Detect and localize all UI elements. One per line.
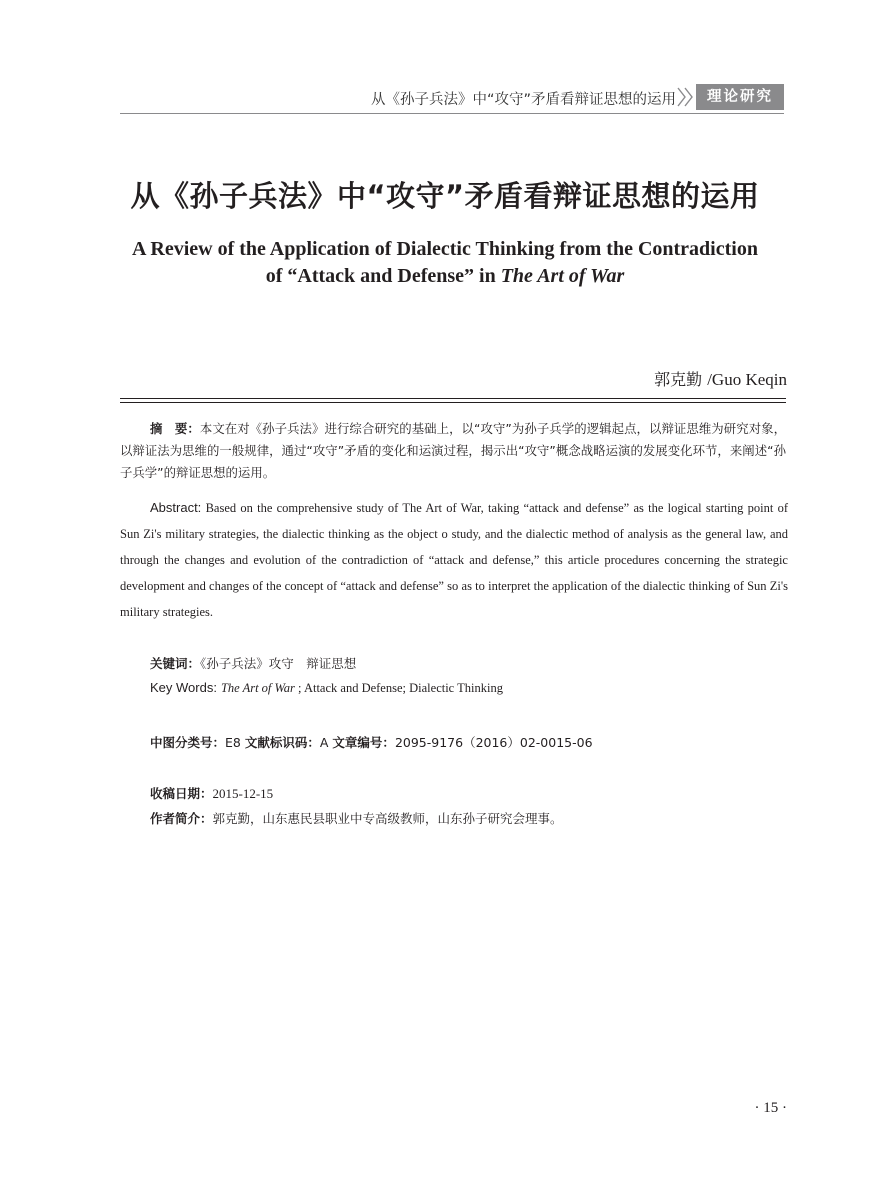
header-rule bbox=[120, 113, 784, 114]
author-bio bbox=[150, 809, 563, 827]
keywords-en-label: Key Words: bbox=[150, 680, 217, 695]
title-en-book: The Art of War bbox=[500, 265, 625, 287]
article-no-value: 2095-9176（2016）02-0015-06 bbox=[394, 735, 593, 750]
rule-bottom bbox=[120, 402, 786, 403]
author bbox=[654, 367, 787, 390]
received-label: 收稿日期： bbox=[150, 786, 213, 801]
keywords-en-rest: ; Attack and Defense; Dialectic Thinking bbox=[294, 681, 503, 695]
abstract-en bbox=[120, 495, 788, 625]
title-en bbox=[100, 236, 790, 290]
author-name-cn: 郭克勤 bbox=[654, 370, 703, 389]
author-name-en: /Guo Keqin bbox=[707, 370, 787, 389]
author-bio-label: 作者简介： bbox=[150, 811, 213, 826]
title-en-line2 bbox=[100, 263, 790, 290]
classification bbox=[150, 733, 593, 751]
doc-code-label: 文献标识码： bbox=[244, 735, 320, 750]
double-chevron-icon bbox=[676, 86, 696, 108]
keywords-en-book: The Art of War bbox=[220, 681, 295, 695]
received-date bbox=[150, 784, 273, 802]
section-label: 理论研究 bbox=[696, 84, 784, 110]
keywords-en bbox=[150, 680, 503, 696]
running-head bbox=[120, 84, 784, 114]
clc-value: E8 bbox=[225, 735, 241, 750]
abstract-en-text: Based on the comprehensive study of The Art of War, taking “attack and defense” as the logical starting point of Sun Zi's military strategies, the dialectic thinking as the object o study, and the dialectic method of analysis as the general law, and through the changes and evolution of the contradiction of “attack and defense,” this article procedures concerning the strategic development and changes of the concept of “attack and defense” so as to interpret the application of the dialectic thinking of Sun Zi's military strategies. bbox=[120, 501, 789, 619]
abstract-en-label: Abstract: bbox=[150, 500, 202, 515]
clc-label: 中图分类号： bbox=[150, 735, 226, 750]
abstract-cn bbox=[120, 418, 786, 484]
rule-top bbox=[120, 398, 786, 399]
abstract-cn-label: 摘 要： bbox=[150, 421, 200, 436]
received-value: 2015-12-15 bbox=[212, 786, 274, 801]
article-no-label: 文章编号： bbox=[332, 735, 395, 750]
doc-code-value: A bbox=[319, 735, 329, 750]
page-number: · 15 · bbox=[754, 1100, 787, 1116]
title-en-line1: A Review of the Application of Dialectic Thinking from the Contradiction bbox=[132, 238, 758, 260]
keywords-cn bbox=[150, 654, 356, 672]
abstract-cn-text: 本文在对《孙子兵法》进行综合研究的基础上，以“攻守”为孙子兵学的逻辑起点，以辩证思维为研究对象，以辩证法为思维的一般规律，通过“攻守”矛盾的变化和运演过程，揭示出“攻守”概念战略运演的发展变化环节，来阐述“孙子兵学”的辩证思想的运用。 bbox=[120, 421, 787, 480]
title-en-line2-prefix: of “Attack and Defense” in bbox=[265, 265, 501, 287]
title-cn: 从《孙子兵法》中“攻守”矛盾看辩证思想的运用 bbox=[130, 179, 760, 213]
running-head-title: 从《孙子兵法》中“攻守”矛盾看辩证思想的运用 bbox=[370, 92, 676, 108]
keywords-cn-text: 《孙子兵法》攻守 辩证思想 bbox=[200, 656, 357, 671]
keywords-cn-label: 关键词： bbox=[150, 656, 201, 671]
author-bio-text: 郭克勤，山东惠民县职业中专高级教师，山东孙子研究会理事。 bbox=[212, 811, 563, 826]
